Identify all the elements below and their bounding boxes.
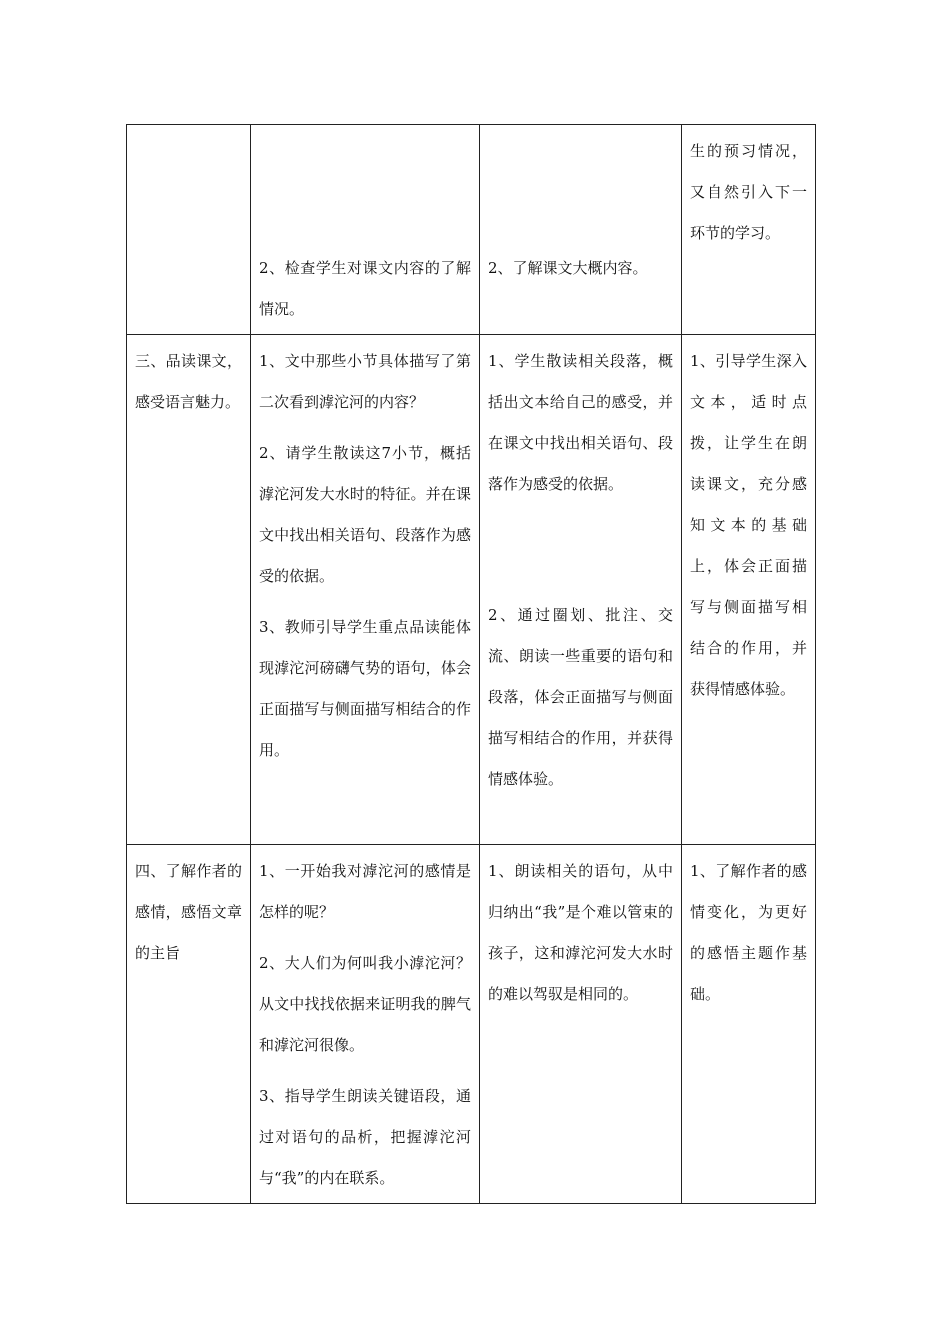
student-activity-cell [480,125,682,335]
stage-cell [127,845,251,1204]
design-intent-cell [682,335,816,845]
teacher-activity-cell [251,125,480,335]
student-activity-cell [480,335,682,845]
teacher-item: 2、大人们为何叫我小滹沱河？从文中找找依据来证明我的脾气和滹沱河很像。 [259,954,471,1054]
student-item: 1、朗读相关的语句，从中归纳出“我”是个难以管束的孩子，这和滹沱河发大水时的难以驾驭是相同的。 [488,862,673,1003]
teacher-item: 2、请学生散读这7小节，概括滹沱河发大水时的特征。并在课文中找出相关语句、段落作为感受的依据。 [259,444,471,585]
teacher-activity-cell [251,845,480,1204]
stage-cell [127,125,251,335]
stage-cell [127,335,251,845]
student-item: 1、学生散读相关段落，概括出文本给自己的感受，并在课文中找出相关语句、段落作为感受的依据。 [488,352,673,493]
table-row [127,335,816,845]
student-item: 2、了解课文大概内容。 [488,259,648,277]
teacher-item: 1、一开始我对滹沱河的感情是怎样的呢？ [259,862,471,921]
design-intent-cell [682,845,816,1204]
stage-title: 四、了解作者的感情，感悟文章的主旨 [135,862,242,962]
table-row [127,845,816,1204]
design-intent-text: 1、引导学生深入文本，适时点拨，让学生在朗读课文，充分感知文本的基础上，体会正面描写与侧面描写相结合的作用，并获得情感体验。 [690,352,807,698]
student-item: 2、通过圈划、批注、交流、朗读一些重要的语句和段落，体会正面描写与侧面描写相结合的作用，并获得情感体验。 [488,606,673,788]
lesson-plan-table [126,124,816,1204]
teacher-item: 3、指导学生朗读关键语段，通过对语句的品析，把握滹沱河与“我”的内在联系。 [259,1087,471,1187]
teacher-item: 1、文中那些小节具体描写了第二次看到滹沱河的内容？ [259,352,471,411]
design-intent-text: 生的预习情况，又自然引入下一环节的学习。 [690,142,807,242]
teacher-item: 3、教师引导学生重点品读能体现滹沱河磅礴气势的语句，体会正面描写与侧面描写相结合的作用。 [259,618,471,759]
design-intent-text: 1、了解作者的感情变化，为更好的感悟主题作基础。 [690,862,807,1003]
design-intent-cell [682,125,816,335]
student-activity-cell [480,845,682,1204]
teacher-activity-cell [251,335,480,845]
table-row [127,125,816,335]
teacher-item: 2、检查学生对课文内容的了解情况。 [259,259,471,318]
stage-title: 三、品读课文，感受语言魅力。 [135,352,242,411]
